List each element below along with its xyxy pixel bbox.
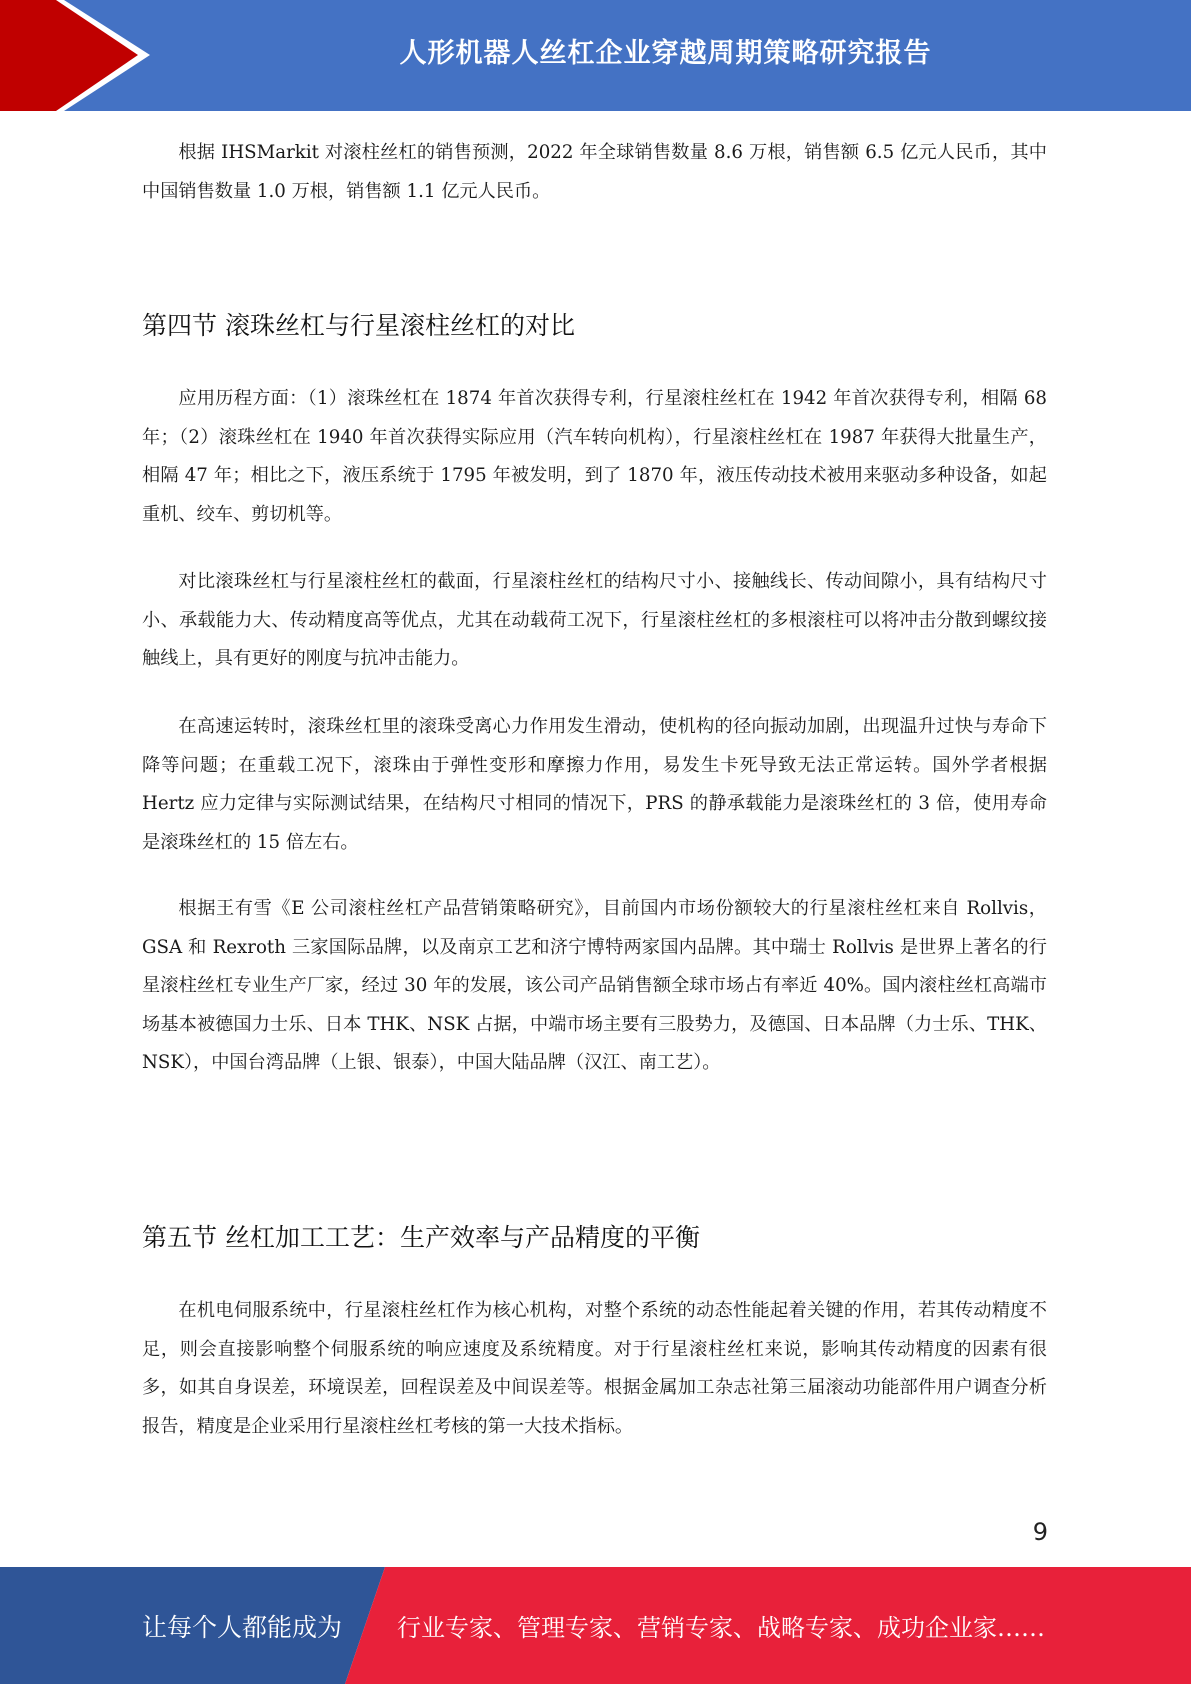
footer-slogan-right: 行业专家、管理专家、营销专家、战略专家、成功企业家…… <box>397 1614 1045 1642</box>
header-bar <box>0 0 1191 111</box>
section4-body <box>142 380 1047 534</box>
section5-body <box>142 1292 1047 1446</box>
section4-heading: 第四节 滚珠丝杠与行星滚柱丝杠的对比 <box>142 311 575 340</box>
footer-slogan-left: 让每个人都能成为 <box>142 1612 343 1642</box>
report-title: 人形机器人丝杠企业穿越周期策略研究报告 <box>399 37 932 69</box>
intro-block <box>142 134 1047 211</box>
section5-paragraph-1: 在机电伺服系统中，行星滚柱丝杠作为核心机构，对整个系统的动态性能起着关键的作用，若其传动精度不足，则会直接影响整个伺服系统的响应速度及系统精度。对于行星滚柱丝杠来说，影响其传动精度的因素有很多，如其自身误差，环境误差，回程误差及中间误差等。根据金属加工杂志社第三届滚动功能部件用户调查分析报告，精度是企业采用行星滚柱丝杠考核的第一大技术指标。 <box>142 1300 1047 1437</box>
section4-paragraph-3: 在高速运转时，滚珠丝杠里的滚珠受离心力作用发生滑动，使机构的径向振动加剧，出现温升过快与寿命下降等问题；在重载工况下，滚珠由于弹性变形和摩擦力作用，易发生卡死导致无法正常运转。国外学者根据 Hertz 应力定律与实际测试结果，在结构尺寸相同的情况下，PRS 的静承载能力是滚珠丝杠的 3 倍，使用寿命是滚珠丝杠的 15 倍左右。 <box>142 716 1047 853</box>
section5-heading: 第五节 丝杠加工工艺：生产效率与产品精度的平衡 <box>142 1223 700 1252</box>
section4-paragraph-2: 对比滚珠丝杠与行星滚柱丝杠的截面，行星滚柱丝杠的结构尺寸小、接触线长、传动间隙小，具有结构尺寸小、承载能力大、传动精度高等优点，尤其在动载荷工况下，行星滚柱丝杠的多根滚柱可以将冲击分散到螺纹接触线上，具有更好的刚度与抗冲击能力。 <box>142 571 1047 669</box>
section4-body-3 <box>142 708 1047 862</box>
page-number: 9 <box>1032 1518 1048 1546</box>
section4-body-4 <box>142 890 1047 1083</box>
footer-bar <box>0 1567 1191 1684</box>
intro-paragraph: 根据 IHSMarkit 对滚柱丝杠的销售预测，2022 年全球销售数量 8.6 万根，销售额 6.5 亿元人民币，其中中国销售数量 1.0 万根，销售额 1.1 亿元人民币。 <box>142 142 1047 202</box>
section4-paragraph-4: 根据王有雪《E 公司滚柱丝杠产品营销策略研究》，目前国内市场份额较大的行星滚柱丝杠来自 Rollvis，GSA 和 Rexroth 三家国际品牌，以及南京工艺和济宁博特两家国内品牌。其中瑞士 Rollvis 是世界上著名的行星滚柱丝杠专业生产厂家，经过 30 年的发展，该公司产品销售额全球市场占有率近 40%。国内滚柱丝杠高端市场基本被德国力士乐、日本 THK、NSK 占据，中端市场主要有三股势力，及德国、日本品牌（力士乐、THK、NSK），中国台湾品牌（上银、银泰），中国大陆品牌（汉江、南工艺）。 <box>142 898 1047 1073</box>
section4-paragraph-1: 应用历程方面：（1）滚珠丝杠在 1874 年首次获得专利，行星滚柱丝杠在 1942 年首次获得专利，相隔 68 年；（2）滚珠丝杠在 1940 年首次获得实际应用（汽车转向机构），行星滚柱丝杠在 1987 年获得大批量生产，相隔 47 年；相比之下，液压系统于 1795 年被发明，到了 1870 年，液压传动技术被用来驱动多种设备，如起重机、绞车、剪切机等。 <box>142 388 1047 525</box>
section4-body-2 <box>142 563 1047 679</box>
